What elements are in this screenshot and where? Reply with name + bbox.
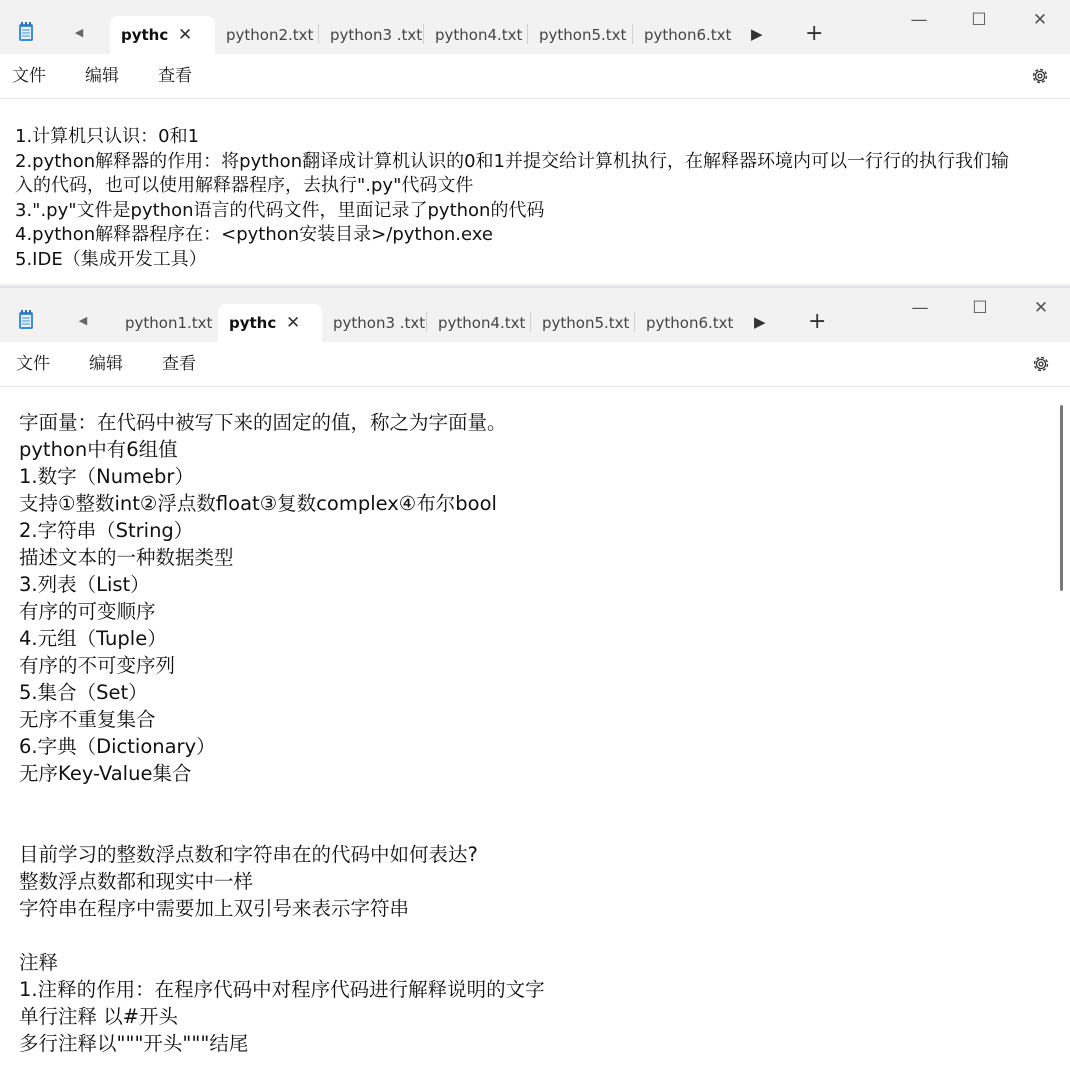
text-line: 目前学习的整数浮点数和字符串在的代码中如何表达? xyxy=(19,843,478,866)
tab-python6[interactable] xyxy=(644,16,731,54)
text-line: 5.集合（Set） xyxy=(19,681,148,704)
notepad-window-2 xyxy=(0,288,1070,1088)
chevron-left-icon[interactable]: ◀ xyxy=(74,26,84,39)
tab-label: python3 .txt xyxy=(333,314,426,332)
menu-file[interactable]: 文件 xyxy=(16,354,50,374)
text-line: 1.数字（Numebr） xyxy=(19,465,194,488)
minimize-icon[interactable]: — xyxy=(911,298,929,318)
menu-bar xyxy=(0,342,1070,387)
tab-divider xyxy=(530,312,531,332)
text-line: 5.IDE（集成开发工具） xyxy=(15,249,207,270)
text-editor-area[interactable] xyxy=(0,387,1070,1087)
tab-divider xyxy=(632,24,633,44)
minimize-icon[interactable]: — xyxy=(910,10,928,30)
tab-python5[interactable] xyxy=(539,16,626,54)
plus-icon[interactable]: + xyxy=(805,21,824,46)
text-line: 单行注释 以#开头 xyxy=(19,1005,179,1028)
text-line: 整数浮点数都和现实中一样 xyxy=(19,870,254,893)
maximize-icon[interactable]: ☐ xyxy=(971,10,987,30)
tab-label: python6.txt xyxy=(644,26,732,44)
tab-python5[interactable] xyxy=(542,304,629,342)
tab-python4[interactable] xyxy=(435,16,522,54)
text-line: 描述文本的一种数据类型 xyxy=(19,546,234,569)
menu-edit[interactable]: 编辑 xyxy=(89,354,123,374)
text-line: 3.".py"文件是python语言的代码文件，里面记录了python的代码 xyxy=(15,200,545,221)
text-line: 6.字典（Dictionary） xyxy=(19,735,216,758)
plus-icon[interactable]: + xyxy=(808,309,827,334)
close-icon[interactable]: ✕ xyxy=(286,313,301,333)
tab-divider xyxy=(426,312,427,332)
text-line: 入的代码，也可以使用解释器程序，去执行".py"代码文件 xyxy=(15,175,474,196)
text-line: 有序的不可变序列 xyxy=(19,654,176,677)
notepad-icon[interactable] xyxy=(18,310,34,330)
title-bar xyxy=(0,0,1070,54)
text-line: 2.字符串（String） xyxy=(19,519,194,542)
tab-label: python5.txt xyxy=(539,26,627,44)
text-line: 字面量：在代码中被写下来的固定的值，称之为字面量。 xyxy=(19,411,507,434)
play-right-icon[interactable]: ▶ xyxy=(751,25,763,43)
tab-divider xyxy=(318,24,319,44)
text-line: 多行注释以"""开头"""结尾 xyxy=(19,1032,249,1055)
gear-icon[interactable] xyxy=(1030,66,1050,86)
tab-python3[interactable] xyxy=(333,304,425,342)
notepad-window-1 xyxy=(0,0,1070,288)
maximize-icon[interactable]: ☐ xyxy=(972,298,988,318)
tab-divider xyxy=(423,24,424,44)
tab-label: python4.txt xyxy=(438,314,526,332)
tab-divider xyxy=(527,24,528,44)
tab-label: python2.txt xyxy=(226,26,314,44)
text-line: 无序Key-Value集合 xyxy=(19,762,192,785)
tab-divider xyxy=(634,312,635,332)
tab-pythc[interactable] xyxy=(110,16,215,54)
text-line: 2.python解释器的作用：将python翻译成计算机认识的0和1并提交给计算机执行，在解释器环境内可以一行行的执行我们输 xyxy=(15,151,1010,172)
text-line: 有序的可变顺序 xyxy=(19,600,156,623)
menu-view[interactable]: 查看 xyxy=(162,354,196,374)
text-line: 1.注释的作用：在程序代码中对程序代码进行解释说明的文字 xyxy=(19,978,545,1001)
play-right-icon[interactable]: ▶ xyxy=(754,313,766,331)
tab-label: python5.txt xyxy=(542,314,630,332)
text-line: 1.计算机只认识：0和1 xyxy=(15,126,200,147)
text-editor-area[interactable] xyxy=(0,99,1070,285)
tab-python6[interactable] xyxy=(646,304,733,342)
text-line: 4.python解释器程序在：<python安装目录>/python.exe xyxy=(15,224,493,245)
text-line: 无序不重复集合 xyxy=(19,708,156,731)
vertical-scrollbar[interactable] xyxy=(1060,405,1063,591)
title-bar xyxy=(0,288,1070,342)
text-line: 注释 xyxy=(19,951,59,974)
tab-label: pythc xyxy=(121,26,169,44)
notepad-icon[interactable] xyxy=(18,22,34,42)
tab-label: python6.txt xyxy=(646,314,734,332)
tab-python1[interactable] xyxy=(125,304,212,342)
menu-file[interactable]: 文件 xyxy=(12,66,46,86)
gear-icon[interactable] xyxy=(1031,354,1051,374)
tab-python2[interactable] xyxy=(226,16,313,54)
menu-bar xyxy=(0,54,1070,99)
menu-view[interactable]: 查看 xyxy=(158,66,192,86)
tab-pythc[interactable] xyxy=(218,304,322,342)
chevron-left-icon[interactable]: ◀ xyxy=(78,314,88,327)
text-line: 4.元组（Tuple） xyxy=(19,627,167,650)
close-icon[interactable]: ✕ xyxy=(178,25,193,45)
text-line: python中有6组值 xyxy=(19,438,178,461)
close-window-icon[interactable]: ✕ xyxy=(1033,298,1049,318)
text-line: 支持①整数int②浮点数float③复数complex④布尔bool xyxy=(19,492,497,515)
tab-label: python4.txt xyxy=(435,26,523,44)
tab-label: python3 .txt xyxy=(330,26,423,44)
tab-label: pythc xyxy=(229,314,277,332)
text-line: 3.列表（List） xyxy=(19,573,150,596)
tab-label: python1.txt xyxy=(125,314,213,332)
tab-python4[interactable] xyxy=(438,304,525,342)
text-line: 字符串在程序中需要加上双引号来表示字符串 xyxy=(19,897,410,920)
close-window-icon[interactable]: ✕ xyxy=(1032,10,1048,30)
menu-edit[interactable]: 编辑 xyxy=(85,66,119,86)
tab-python3[interactable] xyxy=(330,16,422,54)
